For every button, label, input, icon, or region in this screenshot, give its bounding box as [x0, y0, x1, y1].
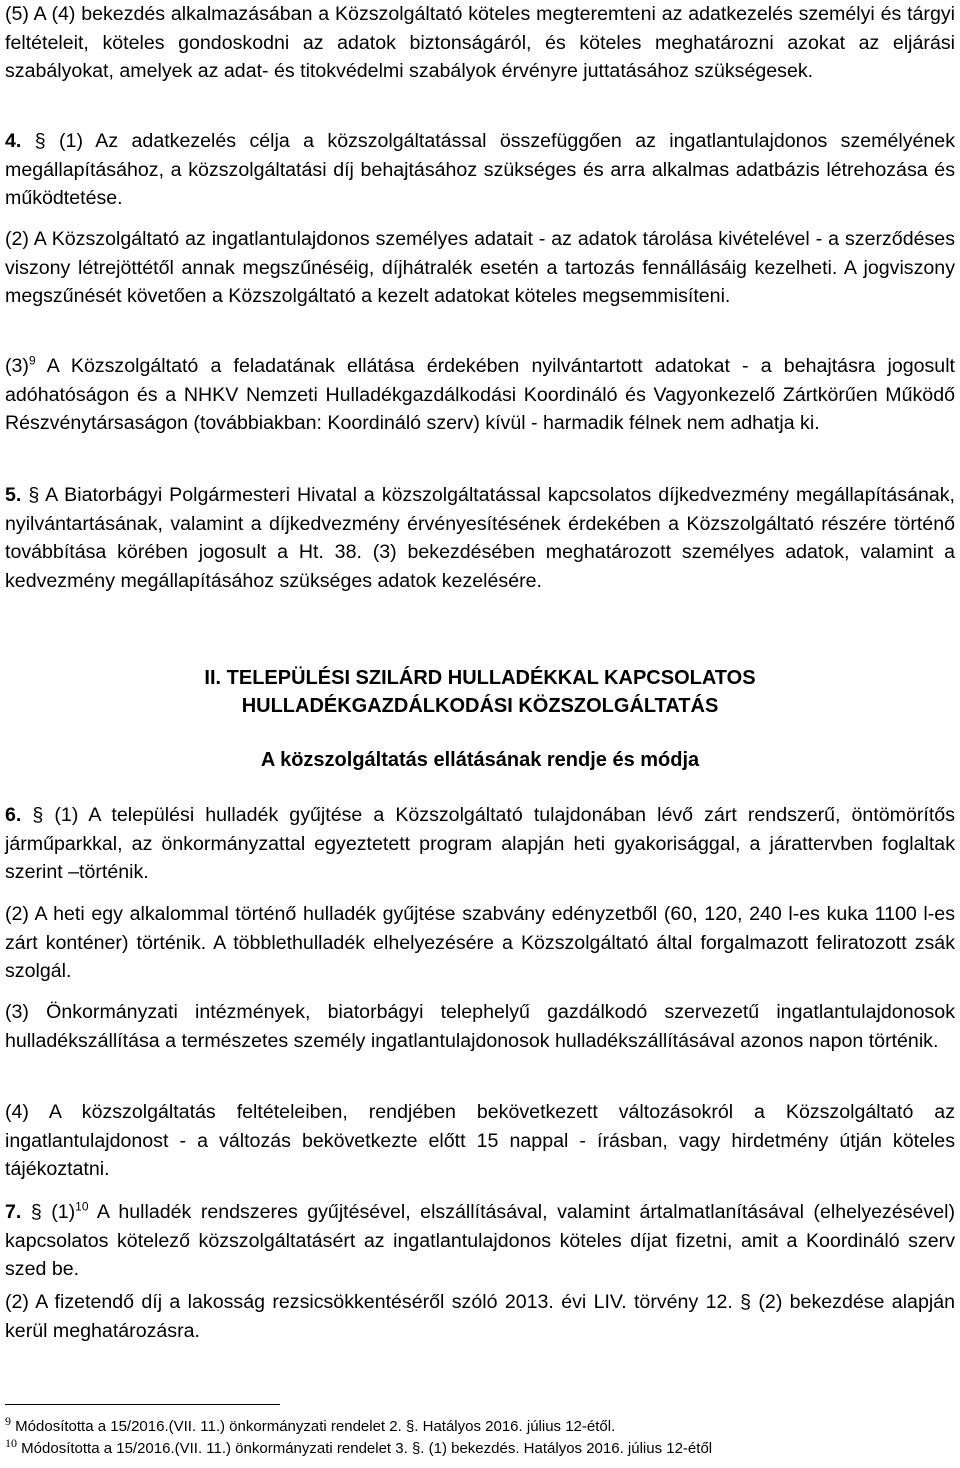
- footnote-ref: 9: [28, 353, 36, 368]
- section-7-paragraph-1: [5, 1198, 955, 1284]
- paragraph-label: (1): [41, 1201, 76, 1223]
- footnote-text: Módosította a 15/2016.(VII. 11.) önkormányzati rendelet 3. §. (1) bekezdés. Hatályos 2016. július 12-étől: [21, 1440, 713, 1457]
- section-sign: §: [28, 484, 40, 506]
- section-7-paragraph-2: [5, 1288, 955, 1345]
- section-number: 6.: [5, 804, 22, 826]
- footnote-number: 9: [5, 1414, 11, 1428]
- paragraph-text: (1) Az adatkezelés célja a közszolgáltatással összefüggően az ingatlantulajdonos személyének megállapításához, a közszolgáltatási díj behajtásához szükséges és arra alkalmas adatbázis létrehozása és működtetése.: [5, 130, 955, 210]
- paragraph-text: (4) A közszolgáltatás feltételeiben, rendjében bekövetkezett változásokról a Közszolgáltató az ingatlantulajdonost - a változás bekövetkezte előtt 15 nappal - írásban, vagy hirdetmény útján köteles tájékoztatni.: [5, 1101, 955, 1181]
- paragraph-text: (1) A települési hulladék gyűjtése a Közszolgáltató tulajdonában lévő zárt rendszerű, öntömörítős járműparkkal, az önkormányzattal egyeztetett program alapján heti gyakorisággal, a járattervben foglaltak szerint –történik.: [5, 804, 955, 884]
- section-6-paragraph-1: [5, 801, 955, 887]
- section-4-paragraph-2: [5, 225, 955, 311]
- paragraph-text: (3) Önkormányzati intézmények, biatorbágyi telephelyű gazdálkodó szervezetű ingatlantulajdonosok hulladékszállítása a természetes személy ingatlantulajdonosok hulladékszállításával azonos napon történik.: [5, 1001, 955, 1052]
- paragraph-3-5: [5, 0, 955, 86]
- section-6-paragraph-3: [5, 998, 955, 1055]
- paragraph-text: (5) A (4) bekezdés alkalmazásában a Közszolgáltató köteles megteremteni az adatkezelés személyi és tárgyi feltételeit, köteles gondoskodni az adatok biztonságáról, és köteles meghatározni azokat az eljárási szabályokat, amelyek az adat- és titokvédelmi szabályok érvényre juttatásához szükségesek.: [5, 3, 955, 83]
- paragraph-text: (2) A Közszolgáltató az ingatlantulajdonos személyes adatait - az adatok tárolása kivételével - a szerződéses viszony létrejöttétől annak megszűnéséig, díjhátralék esetén a tartozás fennállásáig kezelheti. A jogviszony megszűnését követően a Közszolgáltató a kezelt adatokat köteles megsemmisíteni.: [5, 228, 955, 308]
- section-4-paragraph-1: [5, 127, 955, 213]
- chapter-title-line-1: II. TELEPÜLÉSI SZILÁRD HULLADÉKKAL KAPCSOLATOS: [204, 667, 756, 689]
- footnote-text: Módosította a 15/2016.(VII. 11.) önkormányzati rendelet 2. §. Hatályos 2016. július 12-étől.: [15, 1418, 616, 1435]
- paragraph-text: A Biatorbágyi Polgármesteri Hivatal a közszolgáltatással kapcsolatos díjkedvezmény megállapításának, nyilvántartásának, valamint a díjkedvezmény érvényesítésének érdekében a Közszolgáltató részére történő továbbítása körében jogosult a Ht. 38. (3) bekezdésében meghatározott személyes adatok, valamint a kedvezmény megállapításához szükséges adatok kezelésére.: [5, 484, 955, 592]
- section-4-paragraph-3: [5, 352, 955, 438]
- paragraph-label: (3): [5, 355, 29, 377]
- section-sign: §: [32, 804, 44, 826]
- footnote-10: [5, 1436, 713, 1458]
- section-6-paragraph-2: [5, 900, 955, 986]
- paragraph-text: (2) A fizetendő díj a lakosság rezsicsökkentéséről szóló 2013. évi LIV. törvény 12. § (2) bekezdése alapján kerül meghatározásra.: [5, 1291, 955, 1342]
- section-number: 7.: [5, 1201, 22, 1223]
- paragraph-text: A Közszolgáltató a feladatának ellátása érdekében nyilvántartott adatokat - a behajtásra jogosult adóhatóságon és a NHKV Nemzeti Hulladékgazdálkodási Koordináló és Vagyonkezelő Zártkörűen Működő Részvénytársaságon (továbbiakban: Koordináló szerv) kívül - harmadik félnek nem adhatja ki.: [5, 355, 955, 435]
- section-sign: §: [30, 1201, 42, 1223]
- paragraph-text: (2) A heti egy alkalommal történő hulladék gyűjtése szabvány edényzetből (60, 120, 240 l-es kuka 1100 l-es zárt konténer) történik. A többlethulladék elhelyezésére a Közszolgáltató által forgalmazott feliratozott zsák szolgál.: [5, 903, 955, 983]
- section-number: 4.: [5, 130, 22, 152]
- footnote-9: [5, 1414, 616, 1436]
- section-number: 5.: [5, 484, 22, 506]
- section-6-paragraph-4: [5, 1098, 955, 1184]
- footnote-ref: 10: [75, 1199, 89, 1214]
- section-sign: §: [34, 130, 46, 152]
- footnote-number: 10: [5, 1436, 17, 1450]
- section-5: [5, 481, 955, 595]
- chapter-subtitle: A közszolgáltatás ellátásának rendje és módja: [260, 749, 700, 771]
- paragraph-text: A hulladék rendszeres gyűjtésével, elszállításával, valamint ártalmatlanításával (elhelyezésével) kapcsolatos kötelező közszolgáltatásért az ingatlantulajdonos köteles díjat fizetni, amit a Koordináló szerv szed be.: [5, 1201, 955, 1281]
- footnote-separator: [5, 1404, 280, 1405]
- chapter-title-line-2: HULLADÉKGAZDÁLKODÁSI KÖZSZOLGÁLTATÁS: [241, 695, 719, 717]
- chapter-heading: [5, 664, 955, 720]
